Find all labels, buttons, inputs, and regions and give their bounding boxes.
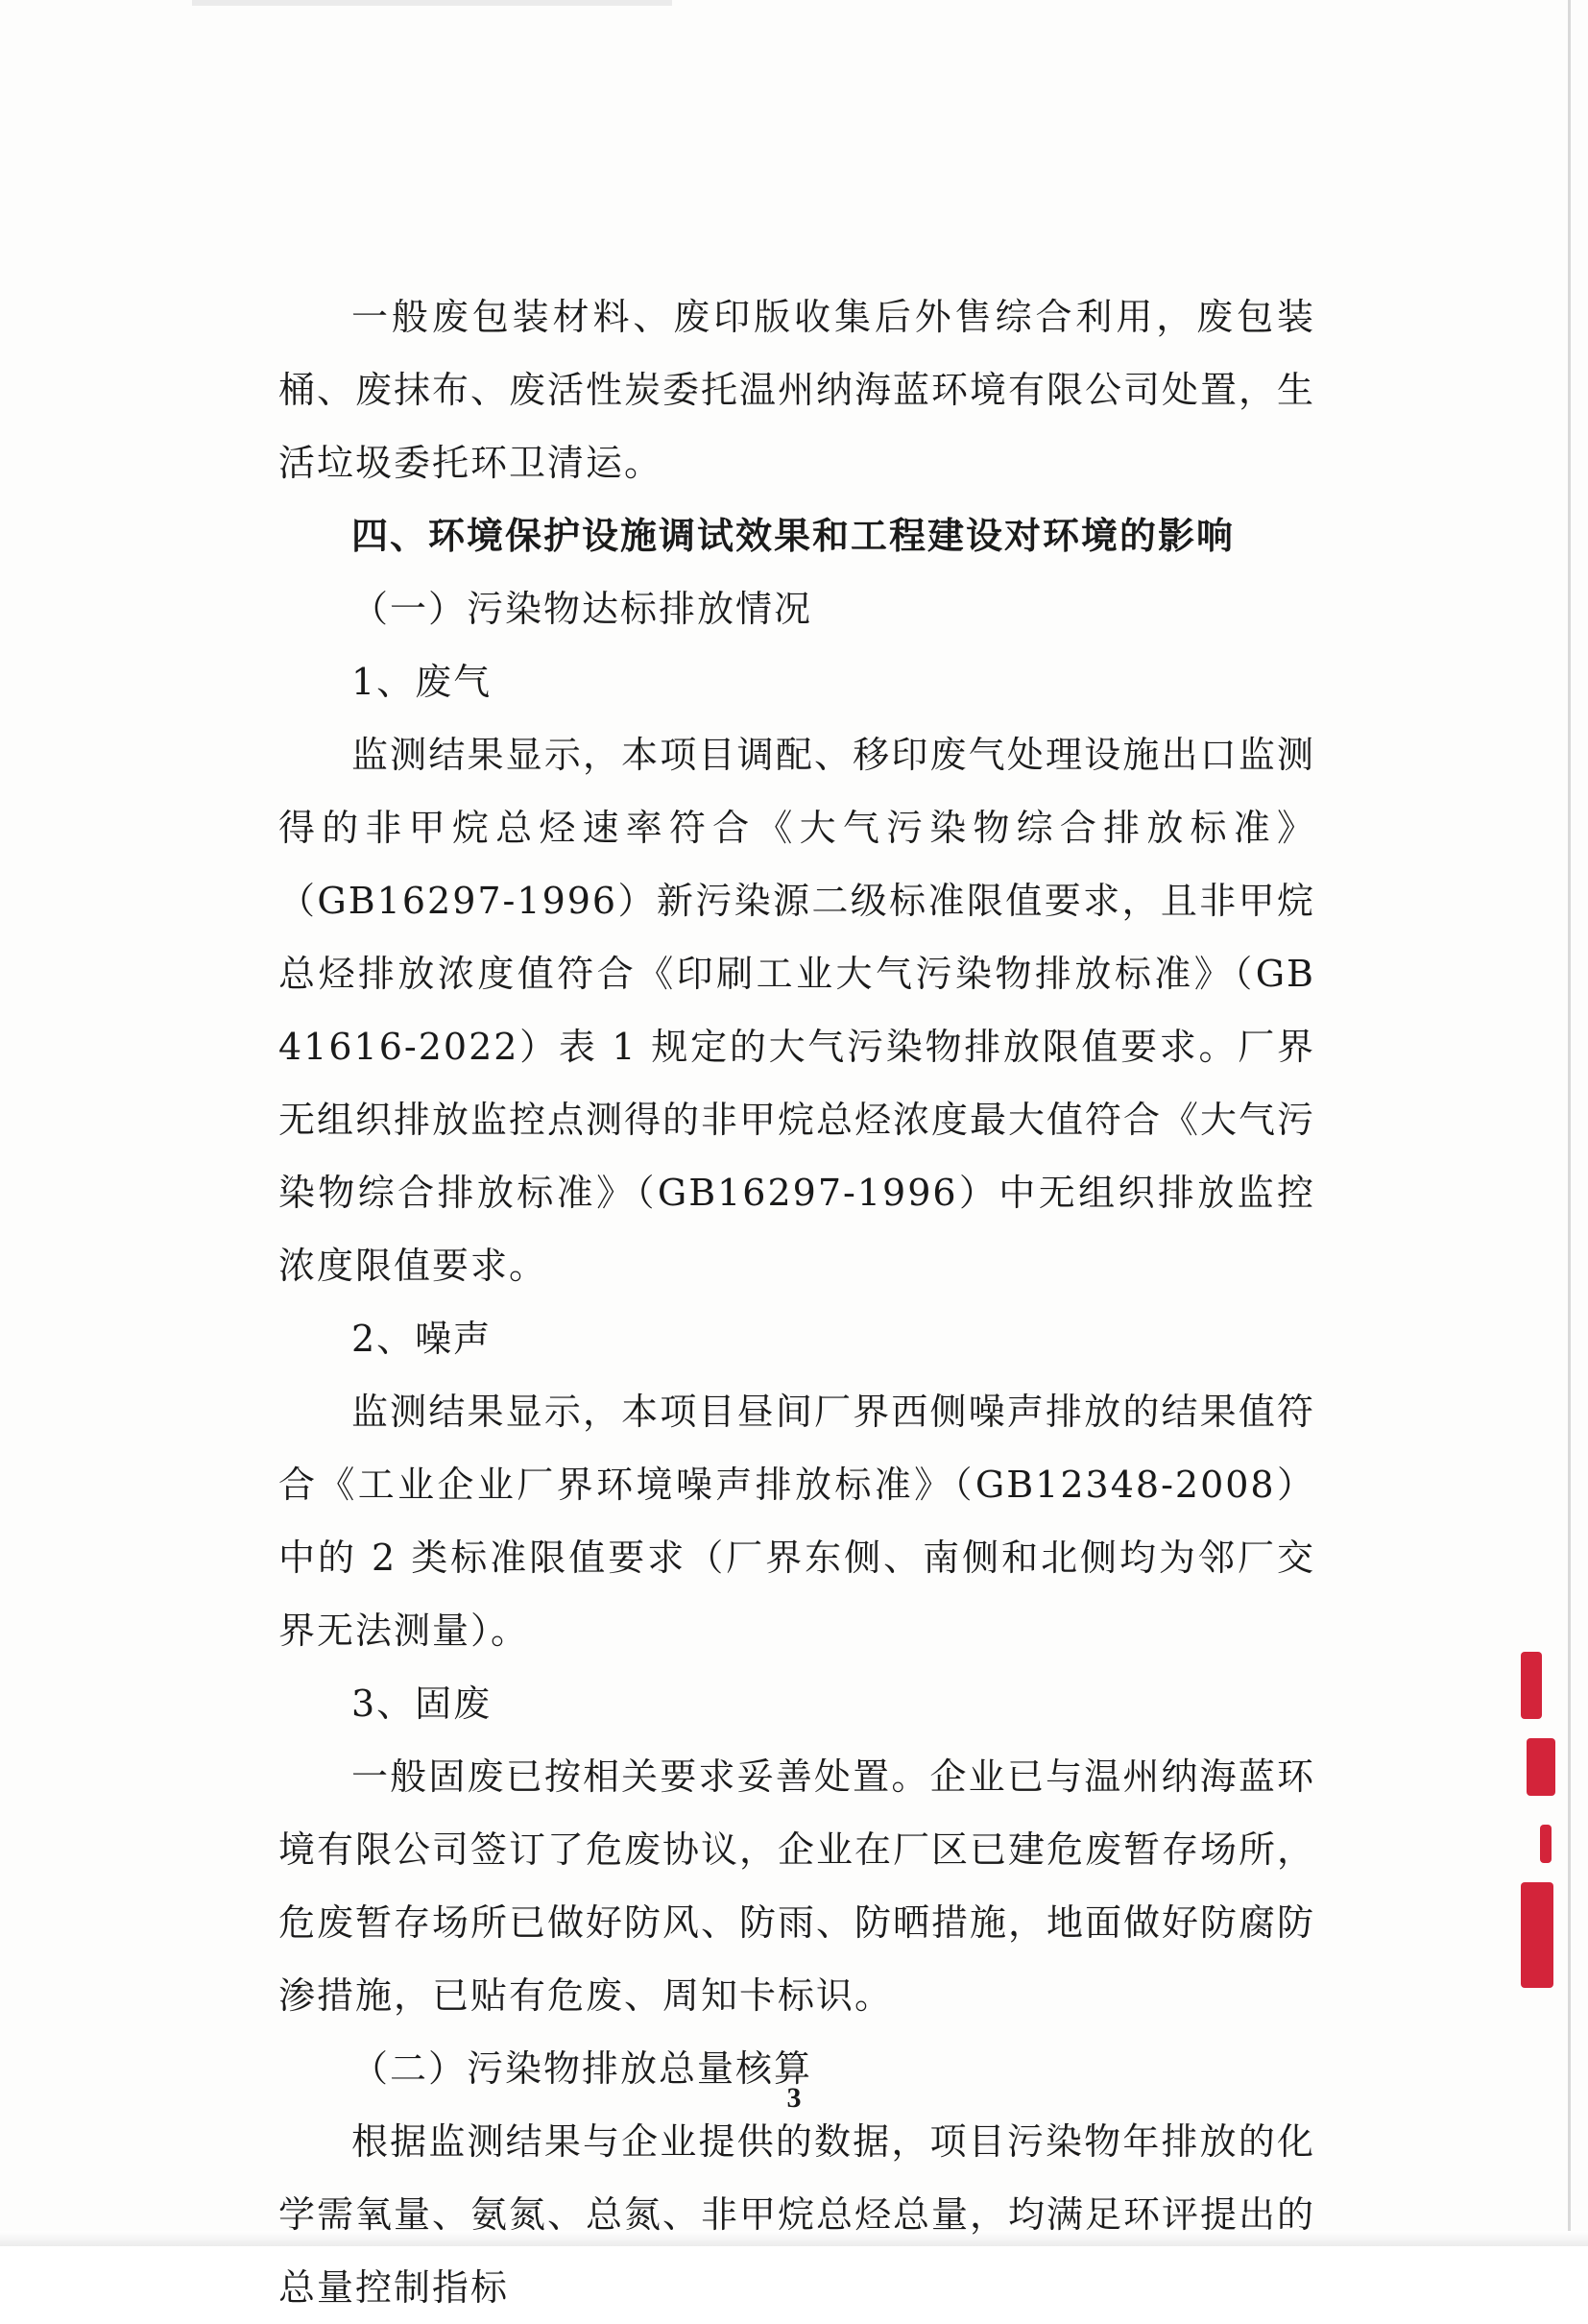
- section-heading-environmental-effects: 四、环境保护设施调试效果和工程建设对环境的影响: [351, 514, 1236, 557]
- page-number: 3: [786, 2082, 802, 2114]
- scan-edge-right: [1568, 0, 1571, 2246]
- paragraph-solid-waste-results: 一般固废已按相关要求妥善处置。企业已与温州纳海蓝环境有限公司签订了危废协议，企业在厂区已建危废暂存场所，危废暂存场所已做好防风、防雨、防晒措施，地面做好防腐防渗措施，已贴有危废、周知卡标识。: [278, 1755, 1316, 2017]
- document-body: [278, 280, 1315, 2324]
- red-seal-stamp-fragment: [1517, 1652, 1559, 1997]
- item-heading-noise: 2、噪声: [351, 1318, 493, 1360]
- item-heading-solid-waste: 3、固废: [351, 1682, 493, 1725]
- paragraph-noise-results: 监测结果显示，本项目昼间厂界西侧噪声排放的结果值符合《工业企业厂界环境噪声排放标准》（GB12348-2008）中的 2 类标准限值要求（厂界东侧、南侧和北侧均为邻厂交界无法测量）。: [278, 1391, 1315, 1652]
- subheading-pollutant-compliance: （一）污染物达标排放情况: [351, 588, 813, 630]
- paragraph-total-emissions: 根据监测结果与企业提供的数据，项目污染物年排放的化学需氧量、氨氮、总氮、非甲烷总烃总量，均满足环评提出的总量控制指标: [278, 2120, 1316, 2309]
- scan-artifact-top: [192, 0, 672, 6]
- paragraph-solid-waste-disposal: 一般废包装材料、废印版收集后外售综合利用，废包装桶、废抹布、废活性炭委托温州纳海蓝环境有限公司处置，生活垃圾委托环卫清运。: [278, 296, 1316, 484]
- paragraph-exhaust-gas-results: 监测结果显示，本项目调配、移印废气处理设施出口监测得的非甲烷总烃速率符合《大气污染物综合排放标准》（GB16297-1996）新污染源二级标准限值要求，且非甲烷总烃排放浓度值符合《印刷工业大气污染物排放标准》（GB 41616-2022）表 1 规定的大气污染物排放限值要求。厂界无组织排放监控点测得的非甲烷总烃浓度最大值符合《大气污染物综合排放标准》（GB16297-1996）中无组织排放监控浓度限值要求。: [278, 734, 1316, 1287]
- item-heading-exhaust-gas: 1、废气: [351, 661, 493, 703]
- subheading-total-emissions: （二）污染物排放总量核算: [351, 2047, 813, 2090]
